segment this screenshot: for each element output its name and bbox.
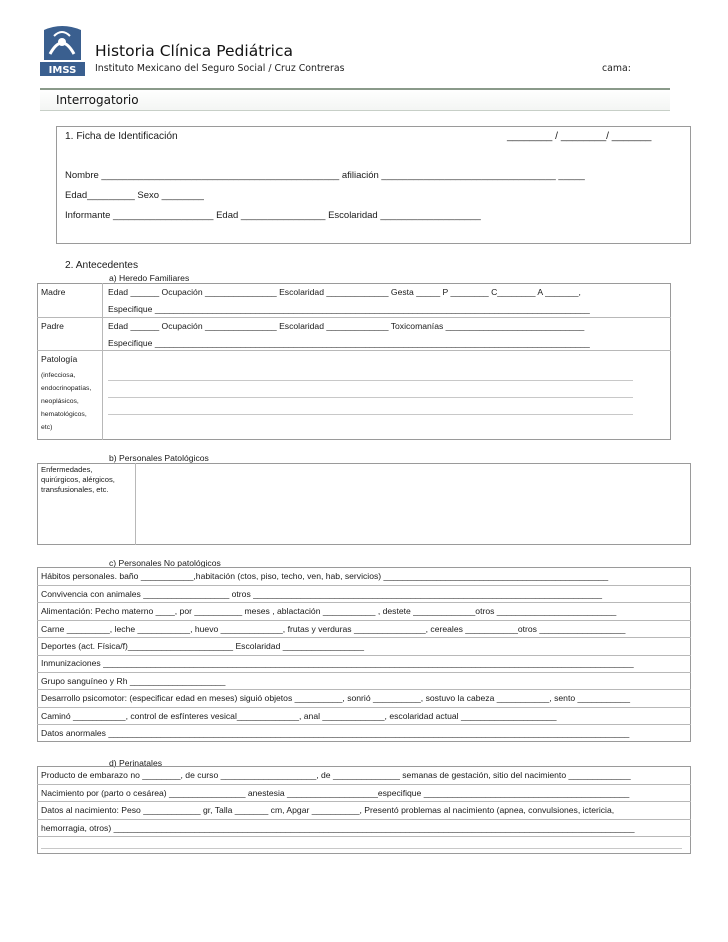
padre-row1[interactable]: Edad ______ Ocupación _______________ Escolaridad _____________ Toxicomanías _____________________________ [108, 321, 585, 331]
logo-text: IMSS [48, 65, 77, 76]
perinatal-row-producto[interactable]: Producto de embarazo no ________, de curso ____________________, de ______________ semanas de gestación, sitio del nacimiento _____________ [41, 770, 631, 780]
no-pat-row-alimentacion[interactable]: Alimentación: Pecho materno ____, por __________ meses , ablactación ___________ , destete _____________otros _________________________ [41, 606, 617, 616]
perinatal-blank-line[interactable] [41, 848, 682, 849]
ficha-date-field[interactable]: ________ / ________/ _______ [507, 131, 652, 142]
patologicos-entry-area[interactable] [137, 465, 689, 543]
no-pat-row-datos-anormales[interactable]: Datos anormales _____________________________________________________________________________________________________________ [41, 728, 630, 738]
no-pat-row-inmunizaciones[interactable]: Inmunizaciones _______________________________________________________________________________________________________________ [41, 658, 634, 668]
no-pat-row-carne[interactable]: Carne _________, leche ___________, huevo _____________, frutas y verduras _______________, cereales ___________otros __________________ [41, 624, 626, 634]
padre-row2[interactable]: Especifique ___________________________________________________________________________________________ [108, 338, 590, 348]
patologicos-label-1: Enfermedades, [41, 465, 93, 474]
madre-label: Madre [41, 287, 66, 297]
perinatales-subheading: d) Perinatales [109, 758, 163, 768]
patologia-note-1: (infecciosa, [41, 372, 76, 379]
no-pat-row-deportes[interactable]: Deportes (act. Física/f)______________________ Escolaridad _________________ [41, 641, 364, 651]
patologia-note-4: hematológicos, [41, 411, 87, 418]
padre-label: Padre [41, 321, 64, 331]
patologia-label: Patología [41, 354, 78, 364]
section-title: Interrogatorio [56, 93, 139, 107]
institution-subtitle: Instituto Mexicano del Seguro Social / Cruz Contreras [95, 63, 345, 74]
cama-label: cama: [602, 63, 631, 74]
madre-row1[interactable]: Edad ______ Ocupación _______________ Escolaridad _____________ Gesta _____ P ________ C________ A _______, [108, 287, 581, 297]
patologicos-label-2: quirúrgicos, alérgicos, [41, 475, 115, 484]
patologia-note-2: endocrinopatías, [41, 385, 92, 392]
no-pat-row-habitos[interactable]: Hábitos personales. baño ___________,habitación (ctos, piso, techo, ven, hab, servicios) _______________________________________________ [41, 571, 609, 581]
antecedentes-heading: 2. Antecedentes [65, 260, 139, 271]
perinatal-row-nacimiento[interactable]: Nacimiento por (parto o cesárea) ________________ anestesia ___________________especifique ___________________________________________ [41, 788, 630, 798]
patologia-note-3: neoplásicos, [41, 398, 79, 405]
heredo-subheading: a) Heredo Familiares [109, 273, 190, 283]
madre-row2[interactable]: Especifique ___________________________________________________________________________________________ [108, 304, 590, 314]
perinatal-row-hemorragia[interactable]: hemorragia, otros) _____________________________________________________________________________________________________________ [41, 823, 635, 833]
ficha-edad-row[interactable]: Edad_________ Sexo ________ [65, 190, 204, 201]
section-bar-interrogatorio [40, 88, 670, 112]
no-pat-row-desarrollo[interactable]: Desarrollo psicomotor: (especificar edad en meses) siguió objetos __________, sonrió __________, sostuvo la cabeza ___________, sento ___________ [41, 693, 631, 703]
no-pat-row-grupo-sanguineo[interactable]: Grupo sanguíneo y Rh ____________________ [41, 676, 226, 686]
page-title: Historia Clínica Pediátrica [95, 42, 293, 60]
patologia-line-1[interactable] [108, 380, 633, 381]
patologia-note-5: etc) [41, 424, 53, 431]
no-pat-row-convivencia[interactable]: Convivencia con animales __________________ otros _________________________________________________________________________ [41, 589, 603, 599]
ficha-heading: 1. Ficha de Identificación [65, 131, 178, 142]
patologicos-subheading: b) Personales Patológicos [109, 453, 209, 463]
patologia-line-2[interactable] [108, 397, 633, 398]
ficha-nombre-row[interactable]: Nombre _____________________________________________ afiliación _________________________________ _____ [65, 170, 585, 181]
imss-logo [40, 24, 85, 76]
perinatal-row-datos-nacimiento[interactable]: Datos al nacimiento: Peso ____________ gr, Talla _______ cm, Apgar __________, Presentó problemas al nacimiento (apnea, convulsiones, ictericia, [41, 805, 615, 815]
no-patologicos-subheading: c) Personales No patológicos [109, 558, 221, 568]
patologicos-label-3: transfusionales, etc. [41, 485, 109, 494]
no-pat-row-camino[interactable]: Caminó ___________, control de esfínteres vesical_____________, anal _____________, escolaridad actual ____________________ [41, 711, 557, 721]
ficha-identificacion-box [56, 126, 691, 244]
patologia-line-3[interactable] [108, 414, 633, 415]
ficha-informante-row[interactable]: Informante ___________________ Edad ________________ Escolaridad ___________________ [65, 210, 481, 221]
